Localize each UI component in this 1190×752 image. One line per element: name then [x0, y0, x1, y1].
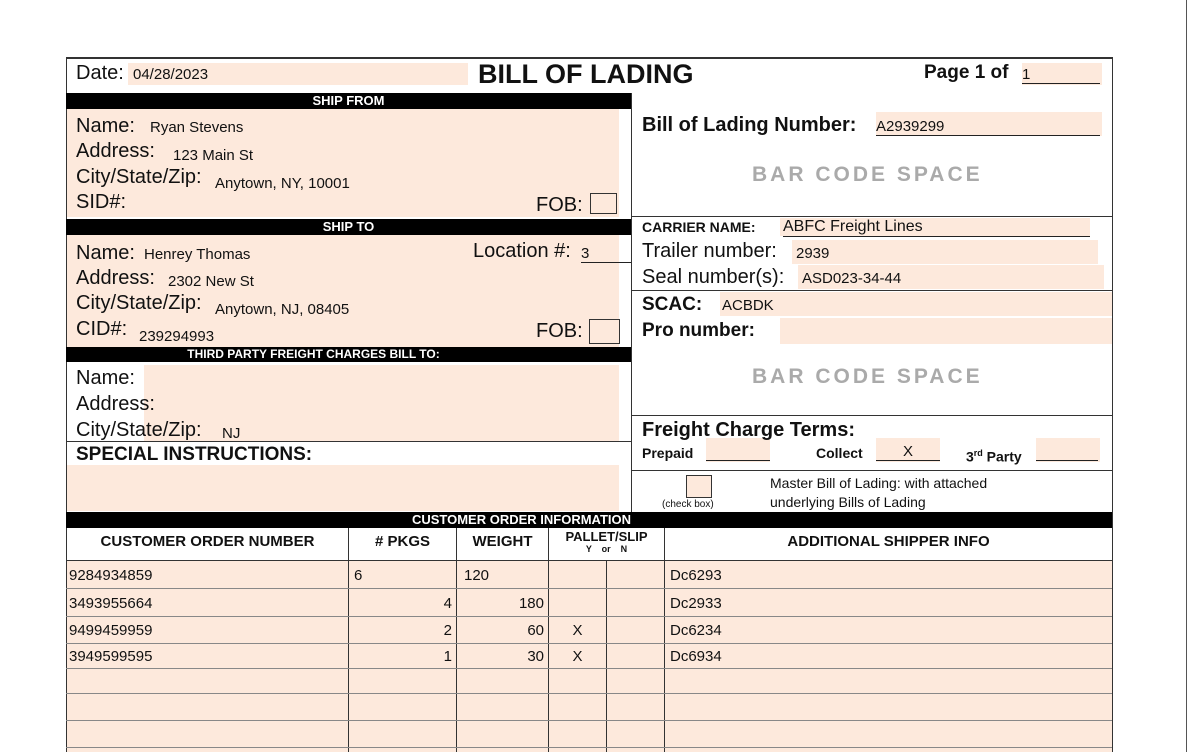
table-row-pkgs[interactable]: 2 — [443, 622, 452, 639]
table-row-order[interactable]: 9499459959 — [69, 622, 153, 639]
ship-from-fob-checkbox[interactable] — [590, 193, 617, 214]
center-divider — [631, 93, 632, 512]
ship-to-name[interactable]: Henrey Thomas — [144, 246, 251, 263]
barcode-space-2: BAR CODE SPACE — [752, 365, 983, 388]
collect-value[interactable]: X — [876, 443, 940, 461]
ship-from-city[interactable]: Anytown, NY, 10001 — [215, 175, 350, 192]
table-row-order[interactable]: 3493955664 — [69, 595, 153, 612]
right-divider-3 — [631, 470, 1112, 471]
ship-from-fob-label: FOB: — [536, 194, 583, 216]
master-bol-text-1: Master Bill of Lading: with attached — [770, 475, 988, 491]
collect-label: Collect — [816, 445, 863, 461]
carrier-name-label: CARRIER NAME: — [642, 219, 756, 235]
check-box-label: (check box) — [662, 499, 714, 510]
order-info-heading — [66, 512, 1112, 528]
right-border — [1112, 57, 1113, 752]
master-bol-checkbox[interactable] — [686, 475, 712, 498]
left-border — [66, 57, 67, 752]
third-party-city[interactable]: NJ — [222, 425, 241, 442]
ship-to-city-label: City/State/Zip: — [76, 292, 202, 314]
table-row-pallet-y[interactable]: X — [572, 648, 583, 665]
third-party-heading-text: THIRD PARTY FREIGHT CHARGES BILL TO: — [187, 347, 440, 361]
table-row-weight[interactable]: 180 — [518, 595, 544, 612]
ship-from-heading: SHIP FROM — [66, 93, 631, 109]
ship-to-fob-label: FOB: — [536, 320, 583, 342]
table-row-info[interactable]: Dc6234 — [670, 622, 722, 639]
ship-to-location[interactable]: 3 — [581, 245, 631, 263]
row-line-3 — [66, 643, 1112, 644]
third-party-name-label: Name: — [76, 367, 135, 389]
table-row-weight[interactable]: 60 — [527, 622, 544, 639]
table-row-pallet-y[interactable]: X — [572, 622, 583, 639]
ship-to-heading: SHIP TO — [66, 219, 631, 235]
ship-from-name[interactable]: Ryan Stevens — [150, 119, 244, 136]
seal-number-value[interactable]: ASD023-34-44 — [802, 270, 902, 287]
col-divider-3 — [548, 528, 549, 752]
pro-number-label: Pro number: — [642, 320, 755, 341]
table-row-info[interactable]: Dc6934 — [670, 648, 722, 665]
right-divider-1 — [631, 216, 1112, 217]
ship-to-address[interactable]: 2302 New St — [168, 273, 254, 290]
table-row-info[interactable]: Dc2933 — [670, 595, 722, 612]
col-header-pallet: PALLET/SLIP — [565, 529, 648, 544]
col-divider-2 — [456, 528, 457, 752]
col-header-info: ADDITIONAL SHIPPER INFO — [787, 533, 990, 550]
third-party-fill — [144, 365, 619, 441]
ship-from-name-label: Name: — [76, 115, 135, 137]
ship-to-location-label: Location #: — [473, 240, 571, 262]
date-value[interactable]: 04/28/2023 — [133, 66, 209, 83]
col-header-order: CUSTOMER ORDER NUMBER — [100, 533, 315, 550]
bol-number-label: Bill of Lading Number: — [642, 114, 857, 136]
scac-fill — [720, 292, 1112, 316]
col-divider-1 — [348, 528, 349, 752]
row-line-1 — [66, 588, 1112, 589]
carrier-name-value[interactable]: ABFC Freight Lines — [783, 218, 1090, 237]
table-row-order[interactable]: 3949599595 — [69, 648, 153, 665]
col-divider-yn — [606, 561, 607, 752]
ship-to-cid[interactable]: 239294993 — [139, 328, 215, 345]
pro-fill — [780, 318, 1112, 344]
page-label: Page 1 of — [924, 62, 1009, 83]
ship-to-cid-label: CID#: — [76, 318, 128, 340]
row-line-6 — [66, 720, 1112, 721]
ship-to-address-label: Address: — [76, 267, 155, 289]
table-row-weight[interactable]: 30 — [527, 648, 544, 665]
table-row-pkgs[interactable]: 1 — [443, 648, 452, 665]
prepaid-line[interactable] — [706, 459, 770, 461]
table-row-pkgs[interactable]: 4 — [443, 595, 452, 612]
barcode-space-1: BAR CODE SPACE — [752, 163, 983, 186]
ship-to-fob-checkbox[interactable] — [589, 319, 620, 344]
row-line-5 — [66, 693, 1112, 694]
third-party-terms-label: 3rd Party — [966, 448, 1022, 465]
third-party-terms-line[interactable] — [1036, 459, 1098, 461]
ship-from-sid-label: SID#: — [76, 191, 127, 213]
master-bol-text-2: underlying Bills of Lading — [770, 494, 926, 510]
scac-label: SCAC: — [642, 294, 703, 315]
special-instructions-fill — [67, 465, 619, 511]
col-header-weight: WEIGHT — [472, 533, 533, 550]
table-row-order[interactable]: 9284934859 — [69, 567, 153, 584]
col-header-yn: Y or N — [585, 544, 628, 554]
trailer-number-label: Trailer number: — [642, 240, 777, 262]
scac-value[interactable]: ACBDK — [722, 297, 774, 314]
page-edge — [1186, 0, 1187, 752]
ship-from-city-label: City/State/Zip: — [76, 166, 202, 188]
prepaid-label: Prepaid — [642, 445, 694, 461]
ship-to-city[interactable]: Anytown, NJ, 08405 — [215, 301, 350, 318]
page-total[interactable]: 1 — [1022, 66, 1100, 84]
third-party-address-label: Address: — [76, 393, 155, 415]
document-title: BILL OF LADING — [478, 59, 694, 89]
seal-number-label: Seal number(s): — [642, 266, 785, 288]
right-divider-2 — [631, 415, 1112, 416]
table-row-pkgs[interactable]: 6 — [354, 567, 363, 584]
ship-from-address-label: Address: — [76, 140, 155, 162]
freight-terms-label: Freight Charge Terms: — [642, 419, 855, 441]
third-party-heading — [66, 347, 631, 362]
row-line-0 — [66, 560, 1112, 561]
scac-top-rule — [631, 290, 1112, 291]
table-row-info[interactable]: Dc6293 — [670, 567, 722, 584]
trailer-number-value[interactable]: 2939 — [796, 245, 830, 262]
order-info-heading-text: CUSTOMER ORDER INFORMATION — [411, 512, 632, 527]
row-line-4 — [66, 668, 1112, 669]
special-instructions-label: SPECIAL INSTRUCTIONS: — [76, 444, 313, 465]
ship-to-name-label: Name: — [76, 242, 135, 264]
row-line-2 — [66, 616, 1112, 617]
col-divider-4 — [664, 528, 665, 752]
col-header-pkgs: # PKGS — [374, 533, 431, 550]
date-label: Date: — [76, 62, 124, 84]
table-row-weight[interactable]: 120 — [464, 567, 490, 584]
row-line-7 — [66, 747, 1112, 748]
left-divider-special — [66, 441, 631, 442]
trailer-fill — [792, 240, 1098, 264]
third-party-city-label: City/State/Zip: — [76, 419, 202, 441]
bol-number-value[interactable]: A2939299 — [876, 118, 1100, 136]
ship-from-address[interactable]: 123 Main St — [173, 147, 254, 164]
